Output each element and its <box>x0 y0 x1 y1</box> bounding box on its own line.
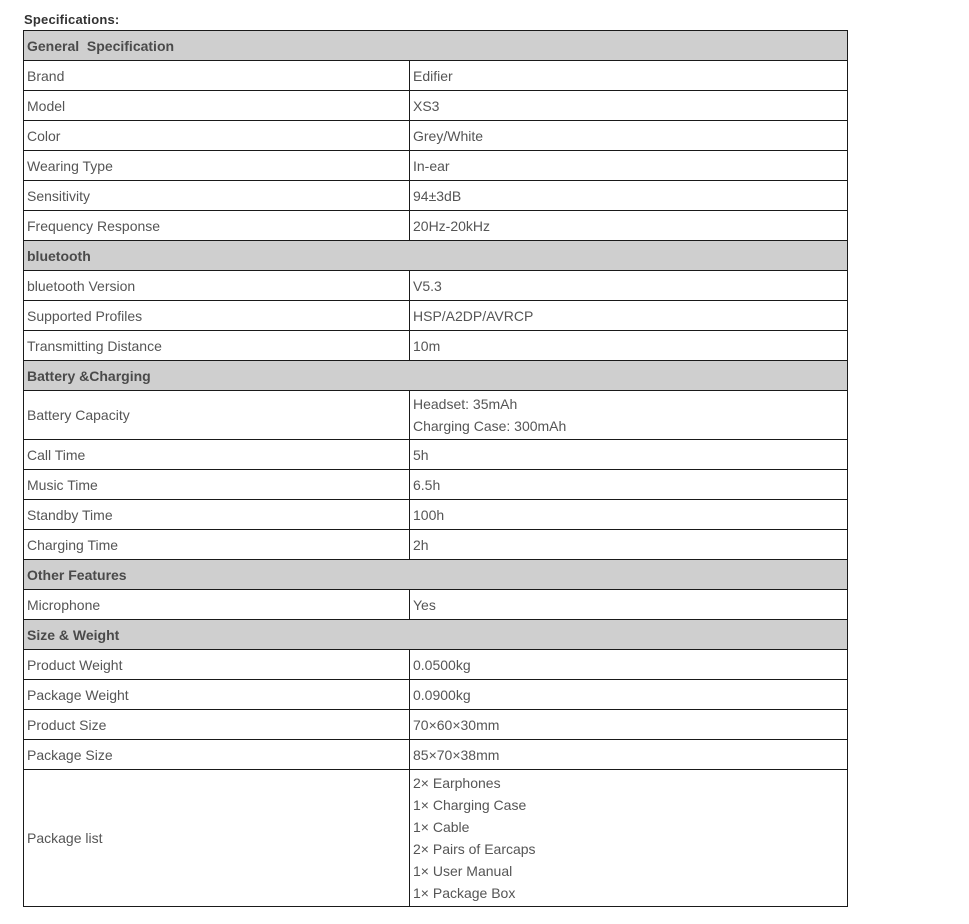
spec-label: Charging Time <box>24 530 410 560</box>
table-row <box>24 61 848 91</box>
spec-value-line: 1× Charging Case <box>413 797 527 813</box>
spec-value-line: 2h <box>413 536 429 553</box>
section-heading: General Specification <box>24 31 848 61</box>
spec-value <box>410 151 848 181</box>
spec-label: Frequency Response <box>24 211 410 241</box>
spec-value-line: 1× Cable <box>413 819 470 835</box>
spec-value-line: Charging Case: 300mAh <box>413 418 567 434</box>
spec-value-line: 70×60×30mm <box>413 716 500 733</box>
spec-label: Standby Time <box>24 500 410 530</box>
spec-label: Package Size <box>24 740 410 770</box>
section-header-row <box>24 31 848 61</box>
spec-label: Sensitivity <box>24 181 410 211</box>
page-title: Specifications: <box>24 12 120 27</box>
spec-value-line: 6.5h <box>413 476 441 493</box>
table-row <box>24 181 848 211</box>
table-row <box>24 211 848 241</box>
spec-value <box>410 301 848 331</box>
spec-value <box>410 740 848 770</box>
spec-label: Brand <box>24 61 410 91</box>
section-header-row <box>24 620 848 650</box>
spec-value <box>410 121 848 151</box>
spec-label: Color <box>24 121 410 151</box>
table-row <box>24 391 848 440</box>
section-header-row <box>24 560 848 590</box>
spec-value <box>410 650 848 680</box>
spec-value-line: 2× Pairs of Earcaps <box>413 841 536 857</box>
table-row <box>24 530 848 560</box>
spec-value-line: 1× User Manual <box>413 863 513 879</box>
spec-label: Package list <box>24 770 410 907</box>
spec-label: Supported Profiles <box>24 301 410 331</box>
table-row <box>24 331 848 361</box>
spec-value <box>410 181 848 211</box>
spec-value-line: In-ear <box>413 157 450 174</box>
spec-value-line: 1× Package Box <box>413 885 516 901</box>
spec-value-line: Grey/White <box>413 127 484 144</box>
table-row <box>24 740 848 770</box>
spec-label: Call Time <box>24 440 410 470</box>
spec-label: bluetooth Version <box>24 271 410 301</box>
spec-value <box>410 530 848 560</box>
table-row <box>24 151 848 181</box>
table-row <box>24 121 848 151</box>
spec-label: Transmitting Distance <box>24 331 410 361</box>
spec-value-line: 0.0900kg <box>413 686 471 703</box>
spec-label: Product Size <box>24 710 410 740</box>
spec-value-line: 100h <box>413 506 445 523</box>
spec-value <box>410 710 848 740</box>
spec-value-line: 0.0500kg <box>413 656 471 673</box>
spec-value <box>410 770 848 907</box>
spec-value-line: 10m <box>413 337 441 354</box>
spec-label: Wearing Type <box>24 151 410 181</box>
spec-value-line: HSP/A2DP/AVRCP <box>413 307 534 324</box>
table-row <box>24 650 848 680</box>
spec-value <box>410 331 848 361</box>
section-header-row <box>24 241 848 271</box>
spec-value <box>410 590 848 620</box>
spec-value <box>410 391 848 440</box>
table-row <box>24 770 848 907</box>
spec-value-line: XS3 <box>413 97 440 114</box>
section-heading: bluetooth <box>24 241 848 271</box>
spec-value-line: Headset: 35mAh <box>413 396 518 412</box>
spec-value <box>410 680 848 710</box>
spec-value <box>410 271 848 301</box>
spec-value-line: V5.3 <box>413 277 442 294</box>
spec-label: Battery Capacity <box>24 391 410 440</box>
section-heading: Other Features <box>24 560 848 590</box>
spec-value-line: 85×70×38mm <box>413 746 500 763</box>
spec-value-line: 94±3dB <box>413 187 462 204</box>
section-heading: Size & Weight <box>24 620 848 650</box>
spec-value-line: 20Hz-20kHz <box>413 217 491 234</box>
spec-value <box>410 500 848 530</box>
spec-label: Package Weight <box>24 680 410 710</box>
spec-label: Product Weight <box>24 650 410 680</box>
table-row <box>24 91 848 121</box>
table-row <box>24 301 848 331</box>
spec-value-line: Yes <box>413 596 436 613</box>
specifications-table-body <box>24 31 848 907</box>
table-row <box>24 470 848 500</box>
table-row <box>24 500 848 530</box>
spec-label: Model <box>24 91 410 121</box>
spec-label: Music Time <box>24 470 410 500</box>
section-header-row <box>24 361 848 391</box>
spec-label: Microphone <box>24 590 410 620</box>
table-row <box>24 590 848 620</box>
table-row <box>24 680 848 710</box>
spec-value <box>410 211 848 241</box>
spec-value-line: 5h <box>413 446 429 463</box>
spec-value <box>410 61 848 91</box>
spec-value <box>410 440 848 470</box>
spec-value-line: Edifier <box>413 67 453 84</box>
specifications-table <box>23 30 848 907</box>
spec-value <box>410 91 848 121</box>
section-heading: Battery &Charging <box>24 361 848 391</box>
spec-value-line: 2× Earphones <box>413 775 501 791</box>
table-row <box>24 440 848 470</box>
table-row <box>24 271 848 301</box>
table-row <box>24 710 848 740</box>
spec-value <box>410 470 848 500</box>
